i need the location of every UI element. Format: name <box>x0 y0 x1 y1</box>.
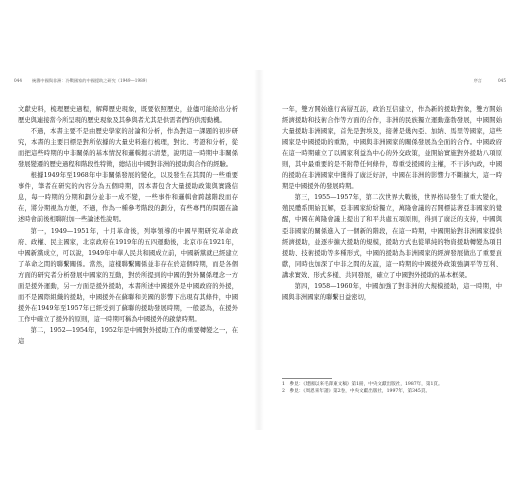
right-running-title: 序言 <box>473 78 482 83</box>
right-body-text <box>282 104 502 303</box>
footnote: 1 參見：《建國以來毛澤東文稿》第1冊，中央文獻出版社，1987年，第1頁。 <box>282 382 443 387</box>
left-page-number: 044 <box>14 78 22 83</box>
left-paragraph: 不過，本書主要不是由歷史學家的討論和分析，作為對這一課題的初步研究，本書的主要目標是對所依據的大量史料進行梳理，對比、考證和分析，從而把這些時期的中非關係的基本情況和邏輯揭示清楚，說明這一時期中非關係發展變遷的歷史過程和階段性特徵，總結出中國對非洲的援助與合作的經驗。 <box>18 128 238 169</box>
left-paragraph: 文獻史料，梳理歷史過程，解釋歷史現象，既要依照歷史，並儘可能給出分析歷史與連接當今所呈現的歷史現象及其參與者尤其是供需者們的供需動機。 <box>18 106 238 125</box>
left-page <box>12 78 244 422</box>
right-page-number: 045 <box>498 78 506 83</box>
footnote-rule <box>282 378 332 379</box>
left-paragraph: 第二，1952—1954年，1952年是中國對外援助工作的重要轉變之一，在這 <box>18 326 238 345</box>
footnotes <box>282 381 502 395</box>
left-body-text <box>18 104 238 347</box>
right-paragraph: 一年，雙方開始進行高層互訪，政治互信建立，作為新的援助對象，雙方開始經濟援助和技術合作等方面的合作，非洲的民族獨立運動蓬勃發展，中國開始大量援助非洲國家，首先是對埃及，接著是幾內亞、加納、馬里等國家，這些國家是中國援助的重點，中國與非洲國家的關係發展為全面的合作。中國政府在這一時期確立了以國家利益為中心的外交政策，並開始實施對外援助八項原則，其中最重要的是不附帶任何條件，尊重受援國的主權，不干涉內政，中國的援助在非洲國家中獲得了廣泛好評，中國在非洲的影響力不斷擴大，這一時期是中國援外的發展時期。 <box>282 106 502 191</box>
left-paragraph: 根據1949年至1968年中非關係發展的變化，以及發生在其間的一些重要事件，筆者在研究的內容分為五個時期，因本書包含大量援助政策與實踐信息，每一時期的分期和劃分並非一成不變，一些事件和邏輯會跨越階段而存在，將分期視為方便，不過，作為一種參考階段的劃分，有些專門的問題在論述時會前後相聯附加一些論述性說明。 <box>18 172 238 224</box>
left-paragraph: 第一，1949—1951年，十月革命後，列寧領導的中國早期研究革命政府、政權、民主國家，北京政府在1919年的五四運動後，北京市在1921年，中國新黨成立，可以說，1949年中華人民共和國成立前，中國新黨就已經建立了革命之間的聯繫關係。當然，這樣聯繫關係並非存在於這個時期，而是各個方面的研究者分析發展中國家的互動，對於所提到的中國的對外關係理念一方面是援外運動，另一方面是援外援助，本書所述中國援外是中國政府的外援，而不是國際組織的援助，中國援外在蘇聯和美國的影響下出現有其條件，中國援外在1949年至1957年已經受到了蘇聯的援助發展時期，一般認為，在援外工作中確立了援外的原則，這一時期可稱為中國援外的啟蒙時期。 <box>18 227 238 323</box>
left-running-title: 統籌中國與非洲：冷戰國家的中國援助之研究（1949—1989） <box>32 78 150 83</box>
book-gutter <box>254 70 264 430</box>
right-paragraph: 第三，1955—1957年，第二次世界大戰後，世界格局發生了重大變化，殖民體系開始瓦解，亞非國家紛紛獨立，萬隆會議的召開標誌著亞非國家的覺醒，中國在萬隆會議上提出了和平共處五項原則，得到了廣泛的支持，中國與亞非國家的關係進入了一個新的階段，在這一時期，中國開始對非洲國家提供經濟援助，並逐步擴大援助的規模，援助方式也從單純的物資援助轉變為項目援助、技術援助等多種形式，中國的援助為非洲國家的經濟發展做出了重要貢獻，同時也加深了中非之間的友誼，這一時期的中國援外政策強調平等互利、講求實效、形式多樣、共同發展，確立了中國對外援助的基本框架。 <box>282 194 502 279</box>
right-running-header <box>276 78 508 88</box>
right-paragraph: 第四，1958—1960年，中國加強了對非洲的大規模援助，這一時期，中國與非洲國家的聯繫日益密切， <box>282 282 502 301</box>
footnote: 2 參見：《周恩來年譜》第2卷，中央文獻出版社，1997年，第345頁。 <box>282 389 431 395</box>
left-running-header <box>12 78 244 88</box>
right-page <box>276 78 508 422</box>
